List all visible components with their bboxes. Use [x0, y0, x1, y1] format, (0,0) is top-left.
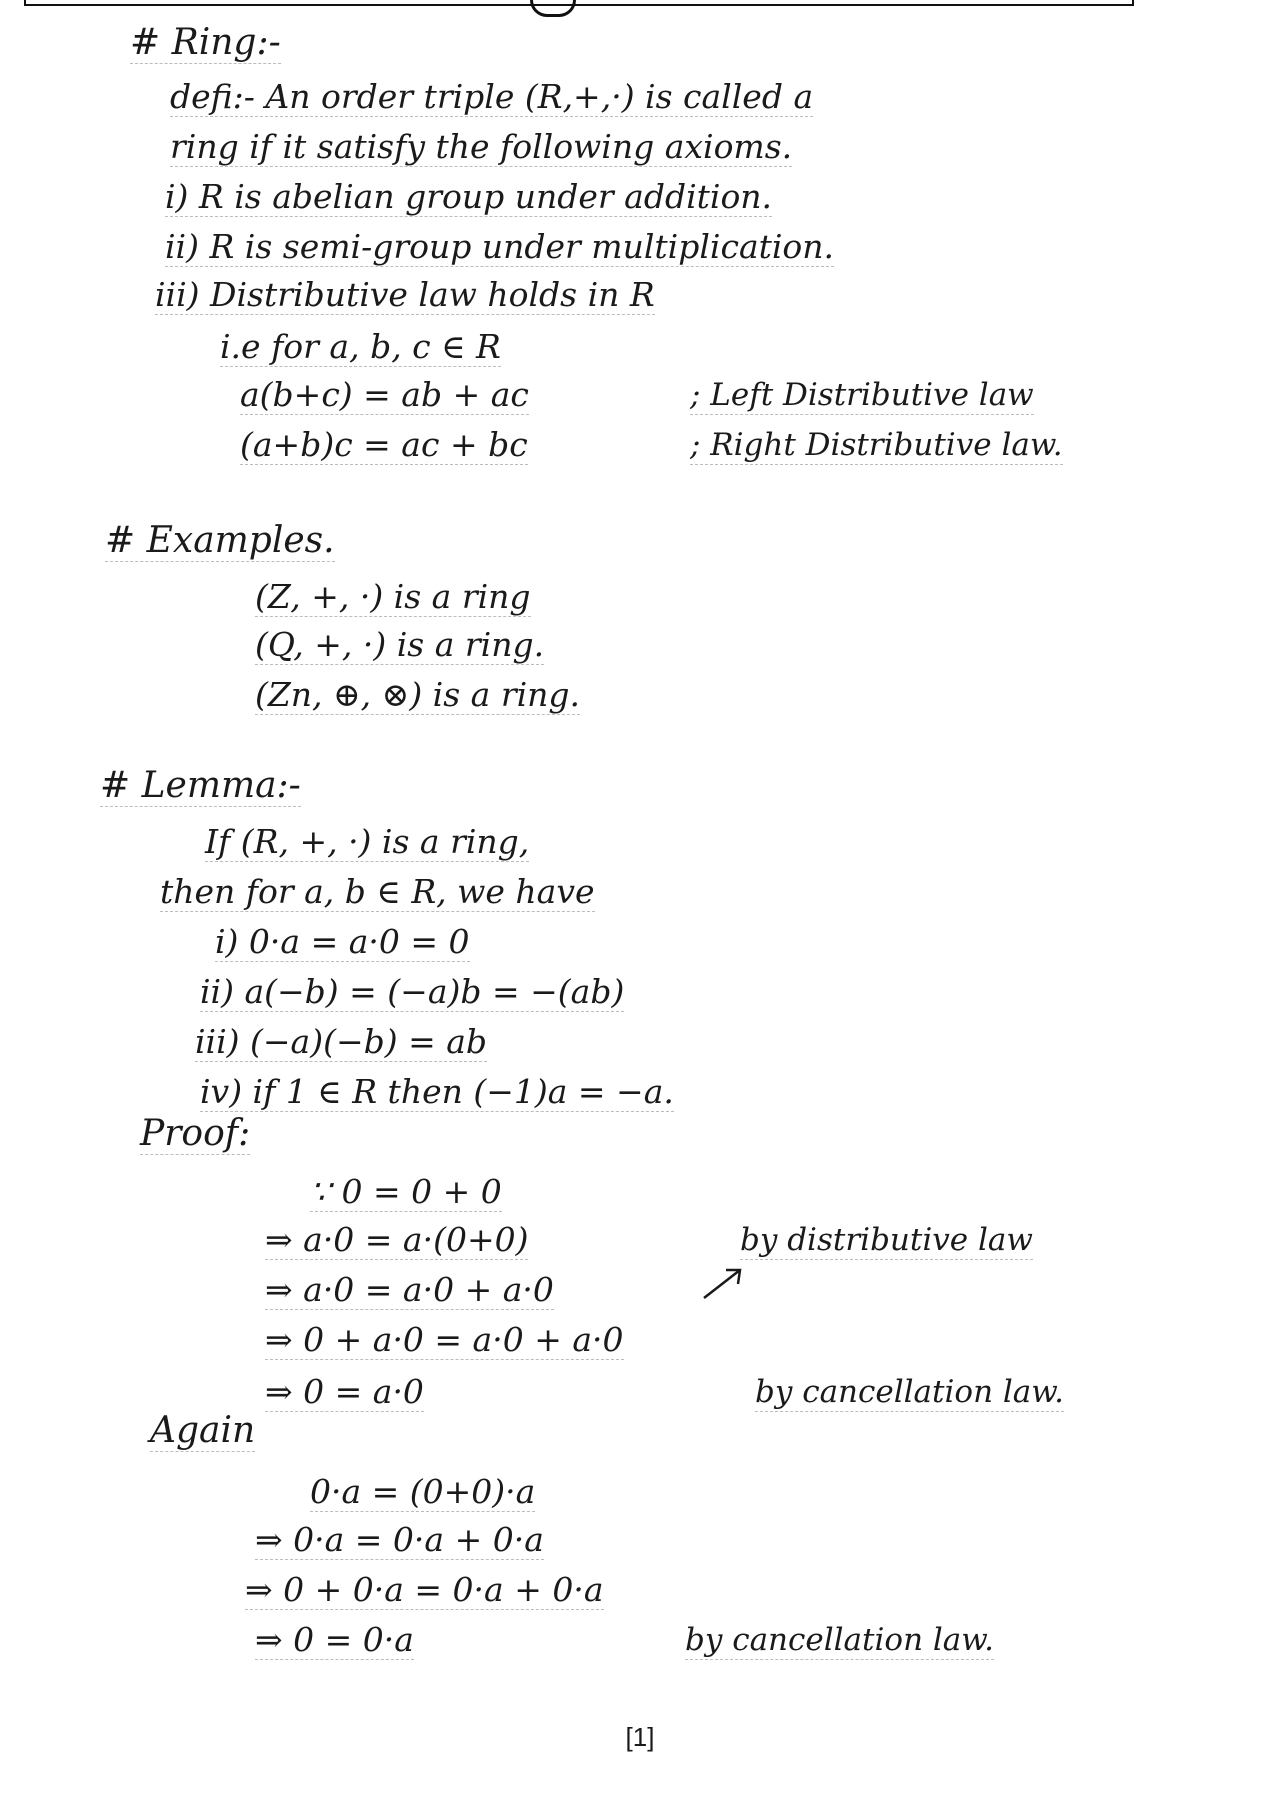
proof-step-4: ⇒ 0 + a·0 = a·0 + a·0 — [265, 1320, 624, 1359]
left-distributive-note: ; Left Distributive law — [690, 377, 1034, 413]
proof-heading: Proof: — [140, 1113, 251, 1154]
proof-again-step-1: 0·a = (0+0)·a — [310, 1472, 536, 1511]
axiom-3: iii) Distributive law holds in R — [155, 275, 655, 314]
proof-step-5-note: by cancellation law. — [755, 1374, 1065, 1410]
page-number: [1] — [625, 1722, 655, 1752]
lemma-line-1: If (R, +, ·) is a ring, — [205, 822, 530, 861]
proof-step-1: ∵ 0 = 0 + 0 — [310, 1172, 502, 1211]
axiom-1: i) R is abelian group under addition. — [165, 177, 773, 216]
proof-again-step-3: ⇒ 0 + 0·a = 0·a + 0·a — [245, 1570, 604, 1609]
example-2: (Q, +, ·) is a ring. — [255, 625, 545, 664]
lemma-heading: # Lemma:- — [100, 765, 301, 806]
page-top-border — [24, 0, 1134, 6]
axiom-2: ii) R is semi-group under multiplication. — [165, 227, 835, 266]
left-distributive-equation: a(b+c) = ab + ac — [240, 375, 529, 414]
lemma-item-ii: ii) a(−b) = (−a)b = −(ab) — [200, 972, 625, 1011]
proof-again-step-2: ⇒ 0·a = 0·a + 0·a — [255, 1520, 544, 1559]
ring-heading: # Ring:- — [130, 22, 281, 63]
examples-heading: # Examples. — [105, 520, 335, 561]
definition-line-1: defi:- An order triple (R,+,·) is called a — [170, 77, 814, 116]
lemma-item-iv: iv) if 1 ∈ R then (−1)a = −a. — [200, 1072, 674, 1111]
right-distributive-note: ; Right Distributive law. — [690, 427, 1063, 463]
right-distributive-equation: (a+b)c = ac + bc — [240, 425, 528, 464]
ie-line: i.e for a, b, c ∈ R — [220, 327, 501, 366]
proof-step-2-note: by distributive law — [740, 1222, 1033, 1258]
again-label: Again — [150, 1410, 256, 1451]
lemma-item-i: i) 0·a = a·0 = 0 — [215, 922, 470, 961]
lemma-item-iii: iii) (−a)(−b) = ab — [195, 1022, 488, 1061]
example-3: (Zn, ⊕, ⊗) is a ring. — [255, 675, 581, 714]
definition-line-2: ring if it satisfy the following axioms. — [170, 127, 793, 166]
lemma-line-2: then for a, b ∈ R, we have — [160, 872, 595, 911]
proof-step-3: ⇒ a·0 = a·0 + a·0 — [265, 1270, 554, 1309]
annotation-arrow-icon — [700, 1262, 750, 1302]
proof-step-5: ⇒ 0 = a·0 — [265, 1372, 424, 1411]
proof-again-step-4-note: by cancellation law. — [685, 1622, 995, 1658]
example-1: (Z, +, ·) is a ring — [255, 577, 531, 616]
binding-mark — [530, 0, 576, 17]
proof-again-step-4: ⇒ 0 = 0·a — [255, 1620, 414, 1659]
proof-step-2: ⇒ a·0 = a·(0+0) — [265, 1220, 529, 1259]
